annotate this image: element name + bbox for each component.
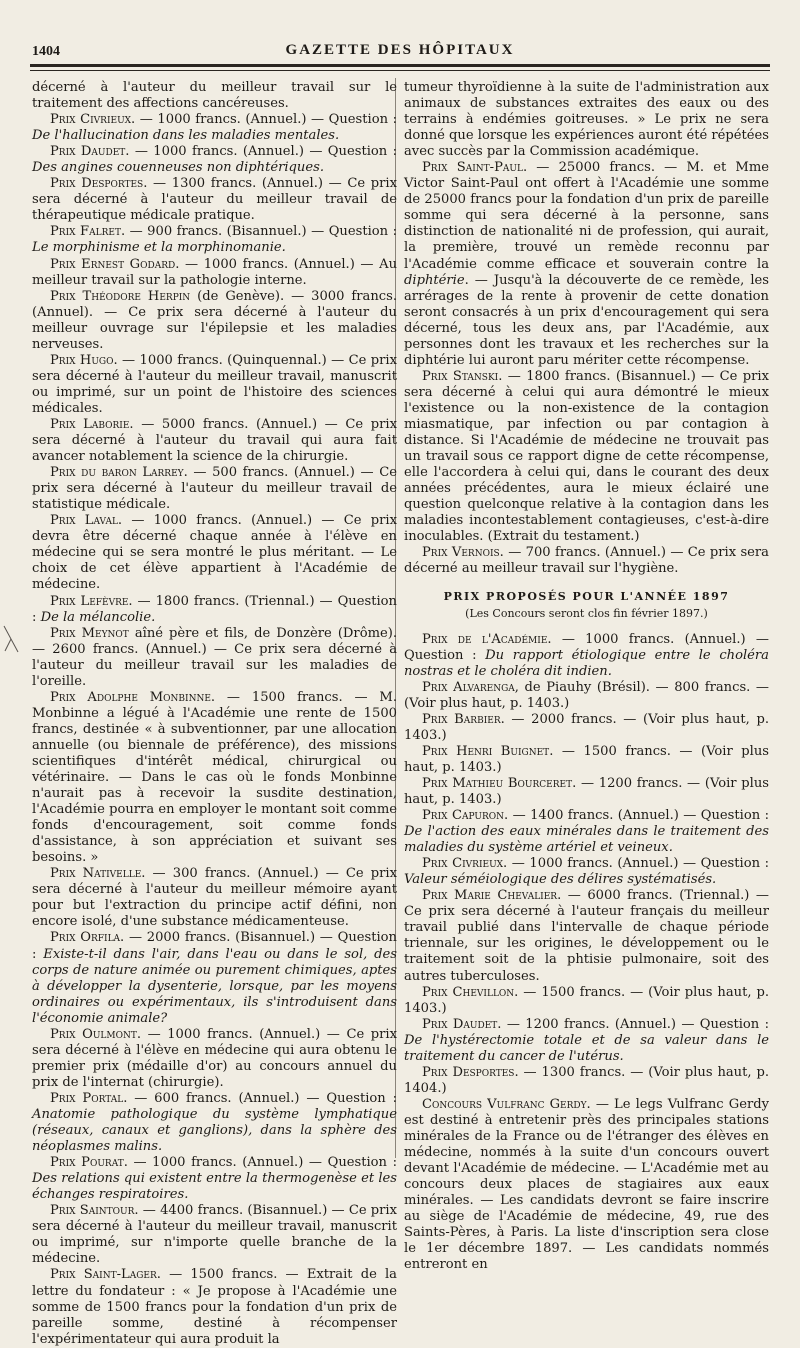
prize-text: — 4400 francs. (Bisannuel.) — Ce prix sera décerné à l'auteur du meilleur travail, manuscrit ou imprimé, sur n'importe quelle branche de la médecine. [32,1203,397,1267]
prize-text: — 1500 francs. — (Voir plus haut, p. 1403.) [404,743,769,775]
prize-question: Le morphinisme et la morphinomanie. [32,240,286,256]
prize-entry [404,632,769,680]
prize-name: Prix Vernois. [422,545,504,561]
prize-entry [404,160,769,369]
prize-text: — 2000 francs. (Bisannuel.) — Question : [32,930,397,962]
prize-entry [404,1097,769,1274]
prize-entry [32,1027,397,1091]
prize-question: Des angines couenneuses non diphtériques. [32,160,324,176]
prize-question: De l'hallucination dans les maladies mentales. [32,128,340,144]
margin-pencil-mark [2,624,20,654]
journal-title: GAZETTE DES HÔPITAUX [285,42,515,58]
prize-name: Prix Marie Chevalier. [422,888,562,904]
prize-text: — 1500 francs. — Extrait de la lettre du fondateur : « Je propose à l'Académie une somme de 1500 francs pour la fondation d'un prix de pareille somme, destiné à récompenser l'expérimentateur qui aura produit la [32,1267,397,1347]
prize-entry [32,626,397,690]
prize-text: — 1200 francs. — (Voir plus haut, p. 1403.) [404,775,769,808]
prize-text: — 6000 francs. (Triennal.) — Ce prix sera décerné à l'auteur français du meilleur travail publié dans l'intervalle de chaque période triennale, sur les origines, le développement ou le traitement soit de la phtisie pulmonaire, soit des autres tuberculoses. [404,888,769,984]
prize-text: — 25000 francs. — M. et Mme Victor Saint-Paul ont offert à l'Académie une somme de 25000 francs pour la fondation d'un prix de pareille somme qui sera décerné à la personne, sans distinction de nationalité ni de profession, qui aurait, la première, trouvé un remède reconnu par l'Académie comme efficace et souverain contre la [404,160,770,272]
prize-entry [32,224,397,256]
prize-name: Prix Chevillon. [422,984,519,1000]
prize-text: — 1300 francs. — (Voir plus haut, p. 1404.) [404,1064,769,1096]
prize-text: — 1300 francs. (Annuel.) — Ce prix sera décerné à l'auteur du meilleur travail de thérapeutique médicale pratique. [32,176,397,224]
prize-entry [32,1091,397,1155]
prize-text: — 1500 francs. — M. Monbinne a légué à l'Académie une rente de 1500 francs, destinée « à subventionner, par une allocation annuelle (ou biennale de préférence), des missions scientifiques d'intérêt médical, chirurgical ou vétérinaire. — Dans le cas où le fonds Monbinne n'aurait pas à recevoir la susdite destination, l'Académie pourra en employer le montant soit comme fonds d'encouragement, soit comme fonds d'assistance, à son appréciation et suivant ses besoins. » [32,689,397,866]
prize-name: Prix Falret. [50,224,126,240]
prize-question: Existe-t-il dans l'air, dans l'eau ou dans le sol, des corps de nature animée ou purement chimiques, aptes à développer la dysenterie, lorsque, par les moyens ordinaires ou expérimentaux, ils s'introduisent dans l'économie animale? [32,946,398,1026]
prize-name: Prix Oulmont. [50,1026,142,1042]
prize-text-cont: . — Jusqu'à la découverte de ce remède, les arrérages de la rente à provenir de cette donation seront consacrés à un prix d'encouragement qui sera décerné, tous les deux ans, par l'Académie, aux personnes dont les travaux et les recherches sur la diphtérie lui auront paru mériter cette récompense. [404,272,769,368]
prize-text: — 1000 francs. (Annuel.) — Question : [404,631,769,663]
prize-entry [32,289,397,353]
prize-name: Prix Théodore Herpin [50,288,191,304]
prize-name: Prix Capuron. [422,808,509,824]
prize-text: — Le legs Vulfranc Gerdy est destiné à entretenir près des principales stations minérales de la France ou de l'étranger des élèves en médecine, nommés à la suite d'un concours ouvert devant l'Académie de médecine. — L'Académie met au concours deux places de stagiaires aux eaux minérales. — Les candidats devront se faire inscrire au siège de l'Académie de médecine, 49, rue des Saints-Pères, à Paris. La liste d'inscription sera close le 1er décembre 1897. — Les candidats nommés entreront en [404,1096,770,1273]
prize-entry [32,1155,397,1203]
prize-entry [32,353,397,417]
prize-text: — 1000 francs. (Annuel.) — Ce prix sera décerné à l'élève en médecine qui aura obtenu le premier prix (médaille d'or) au concours annuel du prix de l'internat (chirurgie). [32,1026,397,1090]
prize-question: De la mélancolie. [40,609,156,625]
prize-entry [404,712,769,744]
section-subtitle: (Les Concours seront clos fin février 1897.) [465,606,708,620]
prize-text: — 500 francs. (Annuel.) — Ce prix sera décerné à l'auteur du meilleur travail de statistique médicale. [32,465,397,513]
prize-name: Prix Desportes. [422,1064,519,1080]
prize-entry [404,545,769,577]
prize-entry [404,369,769,546]
prize-name: Prix Nativelle. [50,866,146,882]
prize-text: — 1000 francs. (Quinquennal.) — Ce prix sera décerné à l'auteur du meilleur travail, manuscrit ou imprimé, sur un point de l'histoire des sciences médicales. [32,352,397,416]
prize-text: — 2000 francs. — (Voir plus haut, p. 1403.) [404,711,769,743]
prize-text: — 1800 francs. (Triennal.) — Question : [32,593,397,625]
prize-entry [404,888,769,984]
prize-name: Prix Meynot [50,625,129,641]
prize-entry [32,690,397,867]
prize-entry [404,808,769,856]
prize-entry [404,1065,769,1097]
prize-text: — 1000 francs. (Annuel.) — Ce prix devra être décerné chaque année à l'élève en médecine qui se sera montré le plus méritant. — Le choix de cet élève appartient à l'Académie de médecine. [32,513,397,593]
prize-text: — 1000 francs. (Annuel.) — Question : [129,144,397,160]
prize-question: De l'action des eaux minérales dans le traitement des maladies du système artériel et veineux. [404,824,769,856]
prize-text: (de Genève). — 3000 francs. (Annuel). — Ce prix sera décerné à l'auteur du meilleur ouvrage sur l'épilepsie et les maladies nerveuses. [32,288,397,352]
prize-name: Prix de l'Académie. [422,631,552,647]
paragraph: décerné à l'auteur du meilleur travail sur le traitement des affections cancéreuses. [32,80,397,112]
header-rule-thick [30,64,770,67]
prize-entry [404,856,769,888]
paragraph: tumeur thyroïdienne à la suite de l'administration aux animaux de substances extraites des eaux ou des terrains à endémies goitreuses. » Le prix ne sera donné que lorsque les expériences auront été répétées avec succès par la Commission académique. [404,80,769,160]
prize-name: Prix Mathieu Bourceret. [422,775,577,791]
prize-name: Prix Henri Buignet. [422,743,554,759]
prize-text: — 1000 francs. (Annuel.) — Au meilleur travail sur la pathologie interne. [32,256,397,288]
prize-question: De l'hystérectomie totale et de sa valeur dans le traitement du cancer de l'utérus. [404,1032,769,1064]
prize-name: Prix Portal. [50,1090,128,1106]
prize-entry [404,680,769,712]
prize-name: Prix Barbier. [422,711,505,727]
prize-name: Prix Daudet. [422,1016,502,1032]
prize-text: — 700 francs. (Annuel.) — Ce prix sera décerné au meilleur travail sur l'hygiène. [404,545,769,577]
prize-name: Prix Ernest Godard. [50,256,180,272]
prize-entry [32,112,397,144]
page-number: 1404 [32,44,60,59]
prize-name: Prix Orfila. [50,930,125,946]
prize-question: Du rapport étiologique entre le choléra nostras et le choléra dit indien. [404,647,769,679]
prize-name: Prix Civrieux. [50,112,136,128]
prize-emphasis: diphtérie [404,272,465,288]
prize-text: — 900 francs. (Bisannuel.) — Question : [125,224,397,240]
prize-name: Prix Desportes. [50,176,148,192]
prize-entry [32,176,397,224]
prize-name: Prix Civrieux. [422,856,508,872]
prize-name: Concours Vulfranc Gerdy. [422,1096,591,1112]
prize-text: — 5000 francs. (Annuel.) — Ce prix sera décerné à l'auteur du travail qui aura fait avancer notablement la science de la chirurgie. [32,416,397,465]
left-column [32,80,397,1348]
prize-entry [32,594,397,626]
prize-text: — 1000 francs. (Annuel.) — Question : [127,1155,397,1171]
prize-text: — 1200 francs. (Annuel.) — Question : [501,1016,769,1032]
right-column [404,80,769,1273]
prize-name: Prix Saint-Paul. [422,160,528,176]
prize-text: — 1000 francs. (Annuel.) — Question : [135,112,398,128]
prize-name: Prix Daudet. [50,144,130,160]
prize-entry [32,1267,397,1347]
prize-entry [404,744,769,776]
prize-text: — 300 francs. (Annuel.) — Ce prix sera décerné à l'auteur du meilleur mémoire ayant pour but l'extraction du principe actif défini, non encore isolé, d'une substance médicamenteuse. [32,866,397,930]
section-title: PRIX PROPOSÉS POUR L'ANNÉE 1897 [443,590,730,604]
prize-name: Prix Laborie. [50,416,134,432]
prize-entry [32,930,397,1026]
prize-entry [32,866,397,930]
prize-question: Anatomie pathologique du système lymphatique (réseaux, canaux et ganglions), dans la sphère des néoplasmes malins. [32,1107,397,1155]
prize-text: — 1500 francs. — (Voir plus haut, p. 1403.) [404,984,770,1016]
page-header [30,36,770,64]
prize-text: — 1800 francs. (Bisannuel.) — Ce prix sera décerné à celui qui aura démontré le mieux l'existence ou la non-existence de la contagion miasmatique, par infection ou par contagion à distance. Si l'Académie de médecine ne trouvait pas un travail sous ce rapport digne de cette récompense, elle l'accordera à celui qui, dans le courant des deux années précédentes, aura le mieux éclairé une question quelconque relative à la contagion dans les maladies incontestablement contagieuses, c'est-à-dire inoculables. (Extrait du testament.) [404,368,769,545]
prize-name: Prix du baron Larrey. [50,465,188,481]
prize-question: Valeur séméiologique des délires systématisés. [404,872,717,888]
prize-text: — 1000 francs. (Annuel.) — Question : [507,856,770,872]
prize-text: — 1400 francs. (Annuel.) — Question : [508,808,769,824]
prize-name: Prix Lefèvre. [50,593,133,609]
prize-text: de Piauhy (Brésil). — 800 francs. — (Voir plus haut, p. 1403.) [404,679,769,711]
prize-name: Prix Pourat. [50,1155,128,1171]
prize-entry [32,1203,397,1267]
prize-name: Prix Stanski. [422,368,503,384]
prize-entry [404,776,769,808]
header-rule-thin [30,70,770,71]
prize-name: Prix Laval. [50,513,123,529]
prize-question: Des relations qui existent entre la thermogenèse et les échanges respiratoires. [32,1171,397,1203]
prize-name: Prix Saint-Lager. [50,1267,161,1283]
prize-name: Prix Saintour. [50,1203,139,1219]
prize-text: aîné père et fils, de Donzère (Drôme). — 2600 francs. (Annuel.) — Ce prix sera décerné à l'auteur du meilleur travail sur les maladies de l'oreille. [32,625,398,689]
prize-entry [32,465,397,513]
prize-name: Prix Adolphe Monbinne. [50,689,216,705]
prize-entry [32,417,397,465]
prize-name: Prix Alvarenga, [422,679,519,695]
prize-entry [404,1017,769,1065]
prize-entry [32,257,397,289]
prize-text: — 600 francs. (Annuel.) — Question : [127,1090,397,1106]
prize-entry [404,985,769,1017]
prize-name: Prix Hugo. [50,352,118,368]
prize-entry [32,144,397,176]
prize-entry [32,513,397,593]
